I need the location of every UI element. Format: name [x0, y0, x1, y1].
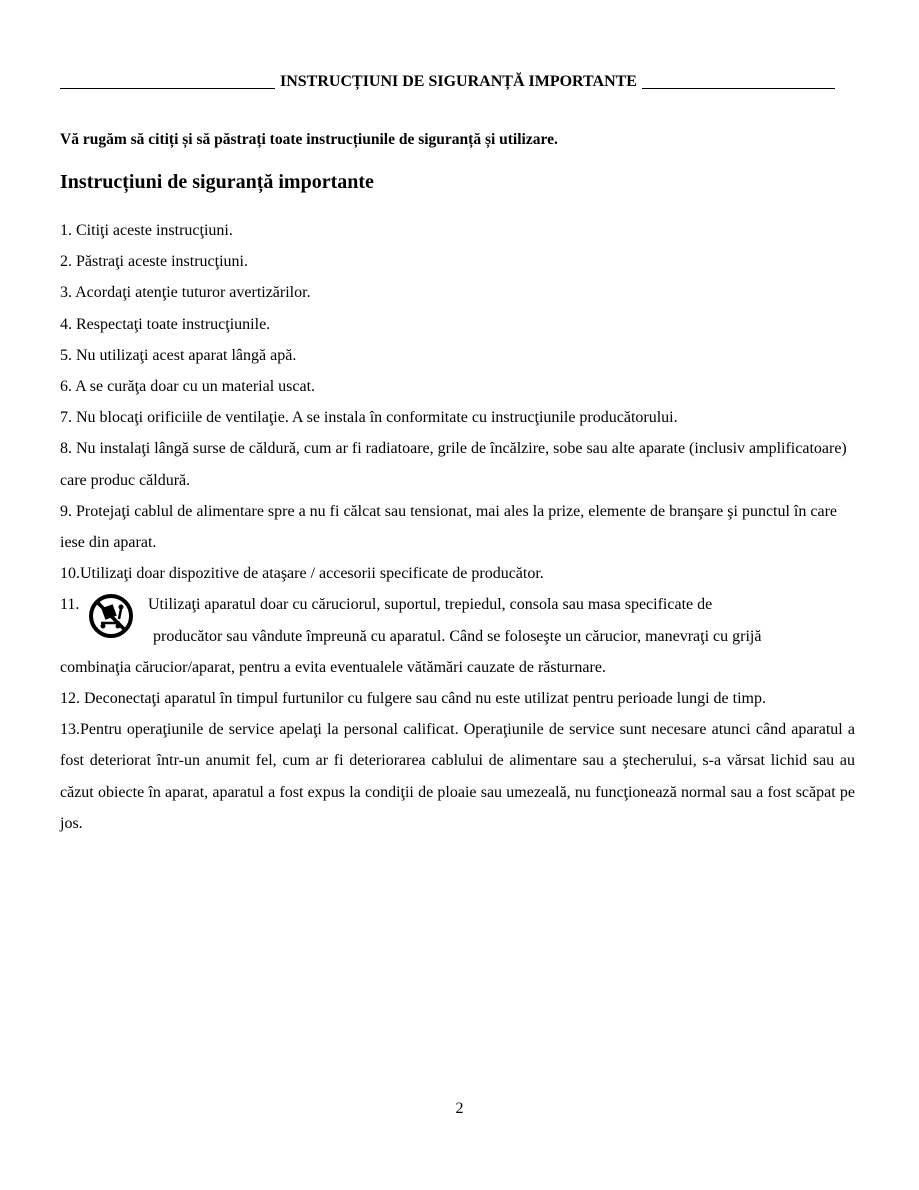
list-item: 9. Protejaţi cablul de alimentare spre a nu fi călcat sau tensionat, mai ales la prize, elemente de branşare şi punctul în care iese din aparat.	[60, 502, 838, 552]
item-11-line-3: combinaţia cărucior/aparat, pentru a evita eventualele vătămări cauzate de răsturnare.	[60, 658, 606, 676]
item-11-line-2: producător sau vândute împreună cu aparatul. Când se foloseşte un cărucior, manevraţi cu grijă	[153, 627, 762, 645]
list-item: 1. Citiţi aceste instrucţiuni.	[60, 222, 233, 239]
page-header	[60, 68, 835, 92]
list-item: 6. A se curăţa doar cu un material uscat.	[60, 378, 316, 396]
section-title: Instrucțiuni de siguranță importante	[60, 171, 374, 193]
intro-text: Vă rugăm să citiți și să păstrați toate instrucțiunile de siguranță și utilizare.	[60, 131, 558, 148]
list-item: 8. Nu instalaţi lângă surse de căldură, cum ar fi radiatoare, grile de încălzire, sobe sau alte aparate (inclusiv amplificatoare) care produc căldură.	[60, 440, 847, 489]
header-rule-right	[642, 88, 835, 89]
list-item: 12. Deconectaţi aparatul în timpul furtunilor cu fulgere sau când nu este utilizat pentru perioade lungi de timp.	[60, 690, 766, 708]
list-item: 5. Nu utilizaţi acest aparat lângă apă.	[60, 346, 297, 364]
cart-tip-over-warning-icon	[88, 593, 134, 639]
list-item: 13.Pentru operaţiunile de service apelaţi la personal calificat. Operaţiunile de service sunt necesare atunci când aparatul a fost deteriorat într-un anumit fel, cum ar fi deteriorarea cablului de alimentare sau a ştecherului, s-a vărsat lichid sau au căzut obiecte în aparat, aparatul a fost expus la condiţii de ploaie sau umezeală, nu funcţionează normal sau a fost scăpat pe jos.	[60, 721, 855, 832]
page-number: 2	[455, 1100, 464, 1117]
safety-instructions-list	[60, 215, 855, 839]
list-item: 3. Acordaţi atenţie tuturor avertizărilor.	[60, 284, 311, 302]
list-item: 7. Nu blocaţi orificiile de ventilaţie. A se instala în conformitate cu instrucţiunile producătorului.	[60, 409, 678, 427]
list-item-11	[60, 589, 855, 651]
header-title: INSTRUCȚIUNI DE SIGURANȚĂ IMPORTANTE	[280, 73, 637, 90]
list-item: 10.Utilizaţi doar dispozitive de ataşare / accesorii specificate de producător.	[60, 565, 544, 583]
item-number: 11.	[60, 596, 80, 614]
item-11-line-1: Utilizaţi aparatul doar cu căruciorul, suportul, trepiedul, consola sau masa specificate de	[148, 596, 713, 614]
list-item: 2. Păstraţi aceste instrucţiuni.	[60, 253, 248, 271]
list-item: 4. Respectaţi toate instrucţiunile.	[60, 315, 271, 333]
header-rule-left	[60, 88, 275, 89]
